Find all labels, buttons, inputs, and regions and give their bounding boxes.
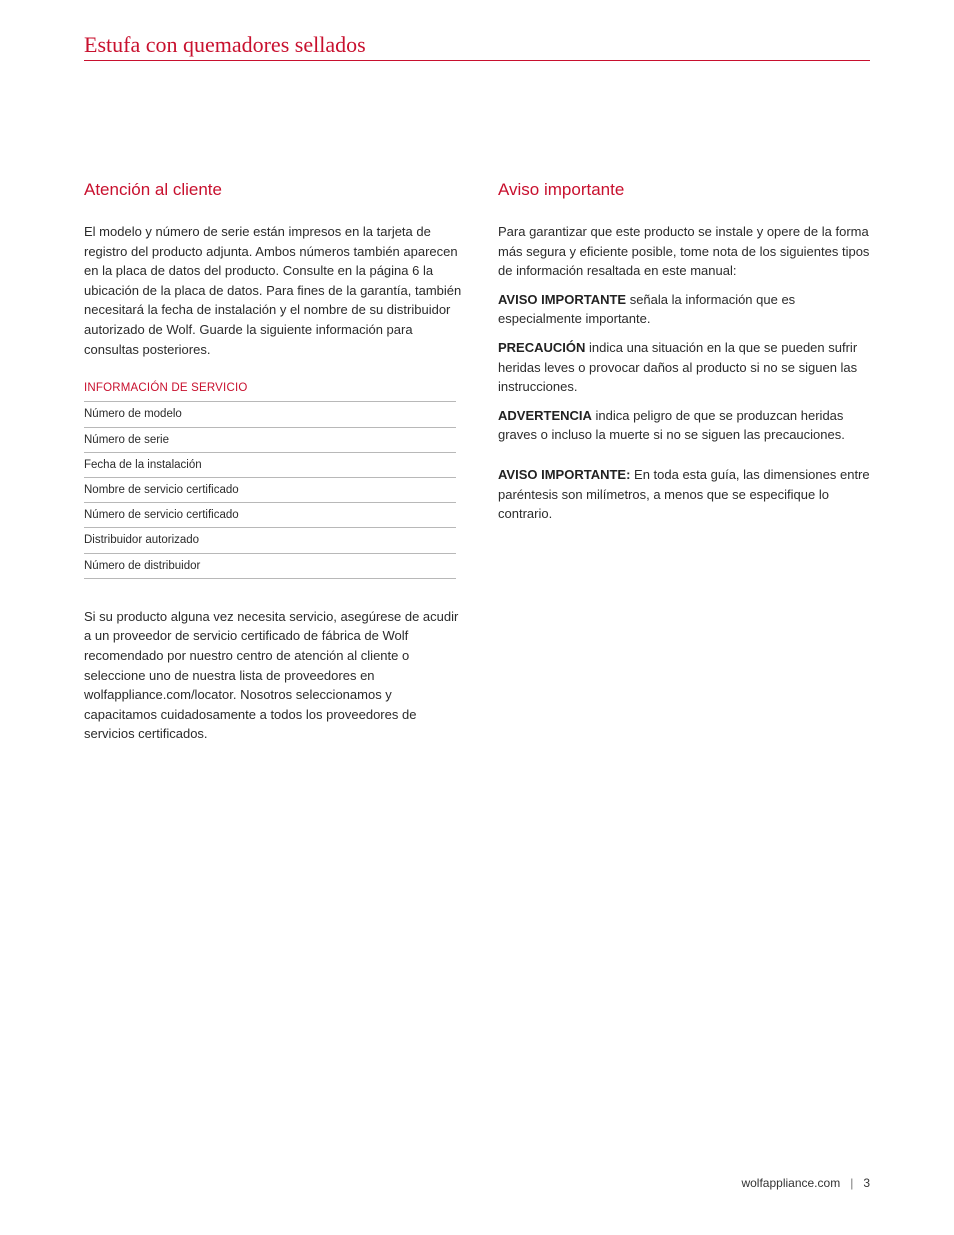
service-info-heading: INFORMACIÓN DE SERVICIO [84, 382, 248, 395]
service-row-dealer-number: Número de distribuidor [84, 554, 456, 579]
term-description: indica peligro de que se produzcan heridas graves o incluso la muerte si no se siguen las precauciones. [498, 407, 845, 443]
service-row-certified-service-number: Número de servicio certificado [84, 503, 456, 528]
customer-service-intro: El modelo y número de serie están impresos en la tarjeta de registro del producto adjunta. Ambos números también aparecen en la placa de datos del producto. Consulte en la página 6 la ubicación de la placa de datos. Para fines de la garantía, también necesitará la fecha de instalación y el nombre de su distribuidor autorizado de Wolf. Guarde la siguiente información para consultas posteriores. [84, 224, 462, 357]
important-notice-intro: Para garantizar que este producto se instale y opere de la forma más segura y eficiente posible, tome nota de los siguientes tipos de información resaltada en este manual: [498, 224, 870, 279]
note-text: En toda esta guía, las dimensiones entre paréntesis son milímetros, a menos que se especifique lo contrario. [498, 466, 870, 522]
dimensions-note [498, 465, 878, 524]
important-notice-heading: Aviso importante [498, 180, 625, 199]
footer-website-link[interactable]: wolfappliance.com [741, 1176, 841, 1190]
page-number: 3 [863, 1176, 870, 1190]
service-row-authorized-dealer: Distribuidor autorizado [84, 528, 456, 553]
page-title: Estufa con quemadores sellados [84, 32, 366, 57]
term-description: señala la información que es especialmente importante. [498, 291, 796, 327]
footer-separator: | [850, 1176, 854, 1190]
service-row-certified-service-name: Nombre de servicio certificado [84, 478, 456, 503]
service-row-model-number: Número de modelo [84, 402, 456, 428]
page-footer [741, 1174, 870, 1192]
customer-service-heading: Atención al cliente [84, 180, 222, 199]
customer-service-column [84, 178, 462, 744]
term-label: PRECAUCIÓN [498, 339, 586, 355]
service-row-serial-number: Número de serie [84, 428, 456, 453]
service-provider-paragraph: Si su producto alguna vez necesita servicio, asegúrese de acudir a un proveedor de servicio certificado de fábrica de Wolf recomendado por nuestro centro de atención al cliente o seleccione uno de nuestra lista de proveedores en wolfappliance.com/locator. Nosotros seleccionamos y capacitamos cuidadosamente a todos los proveedores de servicios certificados. [84, 608, 459, 742]
page-header [84, 30, 870, 61]
term-important-notice [498, 290, 878, 329]
service-row-installation-date: Fecha de la instalación [84, 453, 456, 478]
important-notice-column [498, 178, 878, 524]
term-caution [498, 338, 878, 397]
service-info-table [84, 401, 456, 579]
note-label: AVISO IMPORTANTE: [498, 466, 631, 482]
term-label: AVISO IMPORTANTE [498, 291, 627, 307]
term-description: indica una situación en la que se pueden sufrir heridas leves o provocar daños al producto si no se siguen las instrucciones. [498, 339, 858, 395]
term-label: ADVERTENCIA [498, 407, 592, 423]
term-warning [498, 406, 878, 445]
